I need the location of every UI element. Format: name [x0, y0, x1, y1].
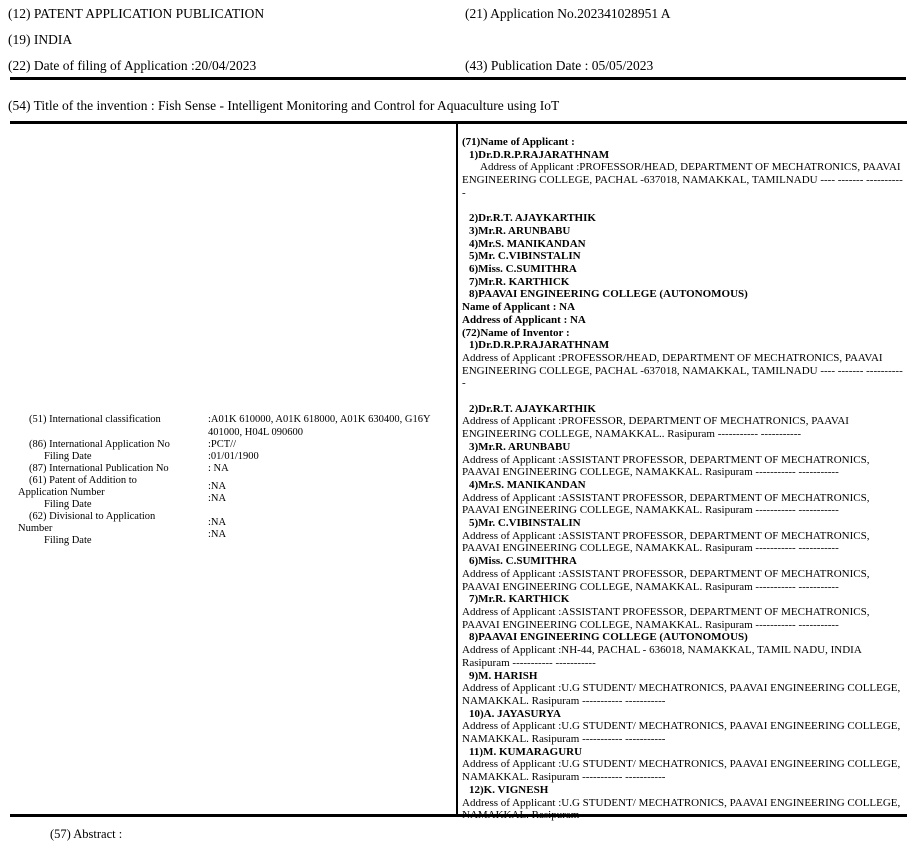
person-address: Address of Applicant :ASSISTANT PROFESSOR, DEPARTMENT OF MECHATRONICS, PAAVAI ENGINEERING COLLEGE, NAMAKKAL. Rasipuram ----------- -----------	[462, 453, 870, 479]
field-label: Filing Date	[44, 450, 92, 462]
field-values	[208, 414, 452, 438]
classification-row	[18, 463, 452, 475]
field-value: 401000, H04L 090600	[208, 426, 303, 438]
field-values	[208, 475, 452, 511]
blank-line	[462, 390, 903, 403]
person-address: Address of Applicant :U.G STUDENT/ MECHATRONICS, PAAVAI ENGINEERING COLLEGE, NAMAKKAL. Rasipuram ----------- -----------	[462, 682, 901, 707]
field-labels	[18, 511, 208, 547]
classification-row	[18, 475, 452, 511]
field-values	[208, 511, 452, 547]
person-name: 8)PAAVAI ENGINEERING COLLEGE (AUTONOMOUS)	[469, 288, 748, 301]
person-address: Address of Applicant :U.G STUDENT/ MECHATRONICS, PAAVAI ENGINEERING COLLEGE, NAMAKKAL. Rasipuram ----------- -----------	[462, 758, 901, 784]
person-name: 6)Miss. C.SUMITHRA	[469, 263, 577, 276]
field-value: :NA	[208, 517, 227, 529]
application-number-line: (21) Application No.202341028951 A	[465, 6, 671, 21]
person-name: 4)Mr.S. MANIKANDAN	[469, 237, 586, 250]
field-label: Application Number	[18, 487, 105, 499]
person-name: 5)Mr. C.VIBINSTALIN	[469, 517, 581, 530]
field-value: :A01K 610000, A01K 618000, A01K 630400, G16Y	[208, 414, 431, 426]
person-address: Address of Applicant :PROFESSOR/HEAD, DEPARTMENT OF MECHATRONICS, PAAVAI ENGINEERING COLLEGE, PACHAL -637018, NAMAKKAL, TAMILNADU ---- ------- -----------	[462, 161, 903, 199]
field-labels	[18, 475, 208, 511]
section-heading: (71)Name of Applicant :	[462, 136, 575, 148]
classification-row	[18, 511, 452, 547]
field-label: (61) Patent of Addition to	[29, 474, 137, 486]
person-address: Address of Applicant :NH-44, PACHAL - 636018, NAMAKKAL, TAMIL NADU, INDIA Rasipuram ----------- -----------	[462, 644, 862, 669]
person-name: 5)Mr. C.VIBINSTALIN	[469, 250, 581, 263]
person-name: 8)PAAVAI ENGINEERING COLLEGE (AUTONOMOUS)	[469, 631, 748, 644]
field-labels	[18, 439, 208, 463]
person-address: Address of Applicant :ASSISTANT PROFESSOR, DEPARTMENT OF MECHATRONICS, PAAVAI ENGINEERING COLLEGE, NAMAKKAL. Rasipuram ----------- -----------	[462, 529, 870, 555]
classification-row	[18, 414, 452, 438]
person-address: Address of Applicant :ASSISTANT PROFESSOR, DEPARTMENT OF MECHATRONICS, PAAVAI ENGINEERING COLLEGE, NAMAKKAL. Rasipuram ----------- -----------	[462, 491, 870, 517]
field-label: (87) International Publication No	[29, 462, 169, 474]
person-name: 6)Miss. C.SUMITHRA	[469, 555, 577, 568]
person-address: Address of Applicant :U.G STUDENT/ MECHATRONICS, PAAVAI ENGINEERING COLLEGE, NAMAKKAL. Rasipuram ----------- -----------	[462, 720, 901, 746]
classification-row	[18, 439, 452, 463]
field-label: Filing Date	[44, 499, 92, 511]
section-heading: Name of Applicant : NA	[462, 301, 576, 314]
field-label: Filing Date	[44, 535, 92, 547]
publication-date-line: (43) Publication Date : 05/05/2023	[465, 58, 654, 73]
field-value: : NA	[208, 462, 229, 474]
field-value: :PCT//	[208, 438, 237, 450]
field-label: (51) International classification	[29, 414, 161, 426]
person-address: Address of Applicant :PROFESSOR, DEPARTMENT OF MECHATRONICS, PAAVAI ENGINEERING COLLEGE, NAMAKKAL.. Rasipuram ----------- -----------	[462, 415, 849, 441]
section-heading: (72)Name of Inventor :	[462, 326, 570, 339]
bibliographic-table	[10, 121, 907, 822]
field-values	[208, 463, 452, 475]
field-labels	[18, 463, 208, 475]
person-name: 7)Mr.R. KARTHICK	[469, 275, 570, 288]
blank-line	[462, 200, 903, 213]
country-line: (19) INDIA	[8, 32, 73, 47]
invention-title-line: (54) Title of the invention : Fish Sense - Intelligent Monitoring and Control for Aquaculture using IoT	[8, 98, 560, 113]
person-address: Address of Applicant :U.G STUDENT/ MECHATRONICS, PAAVAI ENGINEERING COLLEGE, NAMAKKAL. Rasipuram ----------- -----------	[462, 796, 901, 822]
field-value: :NA	[208, 529, 227, 541]
field-label: (62) Divisional to Application	[29, 511, 156, 523]
field-labels	[18, 414, 208, 438]
section-heading: Address of Applicant : NA	[462, 313, 586, 326]
person-name: 4)Mr.S. MANIKANDAN	[469, 478, 586, 491]
person-name: 2)Dr.R.T. AJAYKARTHIK	[469, 402, 596, 415]
person-name: 1)Dr.D.R.P.RAJARATHNAM	[469, 339, 610, 352]
person-address: Address of Applicant :ASSISTANT PROFESSOR, DEPARTMENT OF MECHATRONICS, PAAVAI ENGINEERING COLLEGE, NAMAKKAL. Rasipuram ----------- -----------	[462, 605, 870, 631]
publication-type-line: (12) PATENT APPLICATION PUBLICATION	[8, 6, 265, 21]
person-name: 3)Mr.R. ARUNBABU	[469, 224, 571, 237]
filing-date-line: (22) Date of filing of Application :20/04/2023	[8, 58, 257, 73]
person-name: 12)K. VIGNESH	[469, 783, 549, 796]
classification-cell	[10, 124, 458, 814]
field-value: :01/01/1900	[208, 450, 259, 462]
field-values	[208, 439, 452, 463]
field-label: (86) International Application No	[29, 438, 170, 450]
header-divider-rule	[10, 77, 906, 80]
person-name: 2)Dr.R.T. AJAYKARTHIK	[469, 212, 596, 225]
field-value: :NA	[208, 493, 227, 505]
person-address: Address of Applicant :ASSISTANT PROFESSOR, DEPARTMENT OF MECHATRONICS, PAAVAI ENGINEERING COLLEGE, NAMAKKAL. Rasipuram ----------- -----------	[462, 567, 870, 593]
person-name: 7)Mr.R. KARTHICK	[469, 593, 570, 606]
classification-rows	[18, 414, 452, 547]
person-name: 1)Dr.D.R.P.RAJARATHNAM	[469, 148, 610, 161]
applicant-inventor-cell	[458, 124, 907, 822]
person-name: 10)A. JAYASURYA	[469, 707, 561, 720]
field-value: :NA	[208, 481, 227, 492]
person-name: 9)M. HARISH	[469, 669, 538, 682]
person-name: 11)M. KUMARAGURU	[469, 745, 583, 758]
person-address: Address of Applicant :PROFESSOR/HEAD, DEPARTMENT OF MECHATRONICS, PAAVAI ENGINEERING COLLEGE, PACHAL -637018, NAMAKKAL, TAMILNADU ---- ------- -----------	[462, 351, 903, 390]
abstract-heading: (57) Abstract :	[50, 827, 123, 841]
field-label: Number	[18, 523, 53, 535]
person-name: 3)Mr.R. ARUNBABU	[469, 440, 571, 453]
